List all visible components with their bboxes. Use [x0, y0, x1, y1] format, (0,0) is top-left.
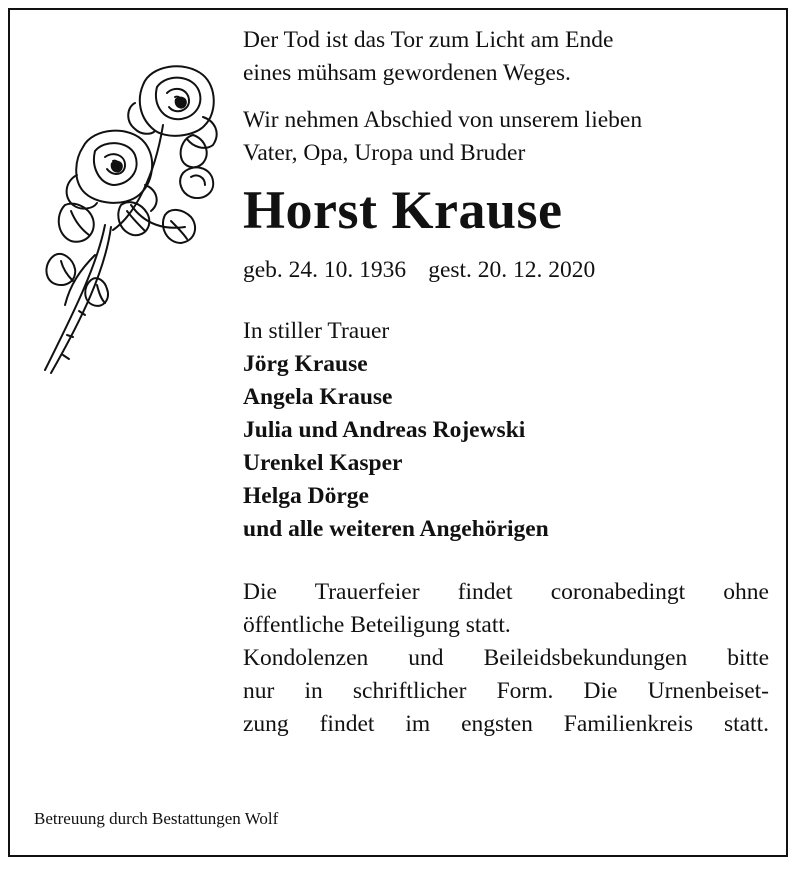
- life-dates: [243, 254, 773, 287]
- mourner-name: Helga Dörge: [243, 483, 369, 509]
- obituary-content: [243, 24, 773, 741]
- farewell-text: [243, 104, 773, 170]
- farewell-line-2: Vater, Opa, Uropa und Bruder: [243, 140, 526, 166]
- farewell-line-1: Wir nehmen Abschied von unserem lieben: [243, 107, 643, 133]
- funeral-notice: [243, 576, 773, 741]
- mourner-name: Angela Krause: [243, 384, 393, 410]
- mourner-name: und alle weiteren Angehörigen: [243, 516, 549, 542]
- quote-line-2: eines mühsam gewordenen Weges.: [243, 60, 571, 86]
- quote-line-1: Der Tod ist das Tor zum Licht am Ende: [243, 27, 614, 53]
- mourners-intro: In stiller Trauer: [243, 318, 390, 344]
- notice-line-5: zung findet im engsten Familienkreis statt.: [243, 711, 769, 737]
- funeral-home-credit: Betreuung durch Bestattungen Wolf: [34, 809, 279, 828]
- notice-line-1: Die Trauerfeier findet coronabedingt ohne: [243, 579, 769, 605]
- notice-line-4: nur in schriftlicher Form. Die Urnenbeiset-: [243, 678, 769, 704]
- mourners-list: [243, 315, 773, 546]
- memorial-quote: [243, 24, 773, 90]
- birth-date: geb. 24. 10. 1936: [243, 257, 407, 283]
- notice-line-3: Kondolenzen und Beileidsbekundungen bitte: [243, 645, 769, 671]
- mourner-name: Jörg Krause: [243, 351, 368, 377]
- mourner-name: Julia und Andreas Rojewski: [243, 417, 526, 443]
- death-date: gest. 20. 12. 2020: [428, 257, 596, 283]
- notice-line-2: öffentliche Beteiligung statt.: [243, 612, 511, 638]
- deceased-name: Horst Krause: [243, 180, 563, 240]
- mourner-name: Urenkel Kasper: [243, 450, 403, 476]
- roses-illustration-icon: [35, 55, 225, 385]
